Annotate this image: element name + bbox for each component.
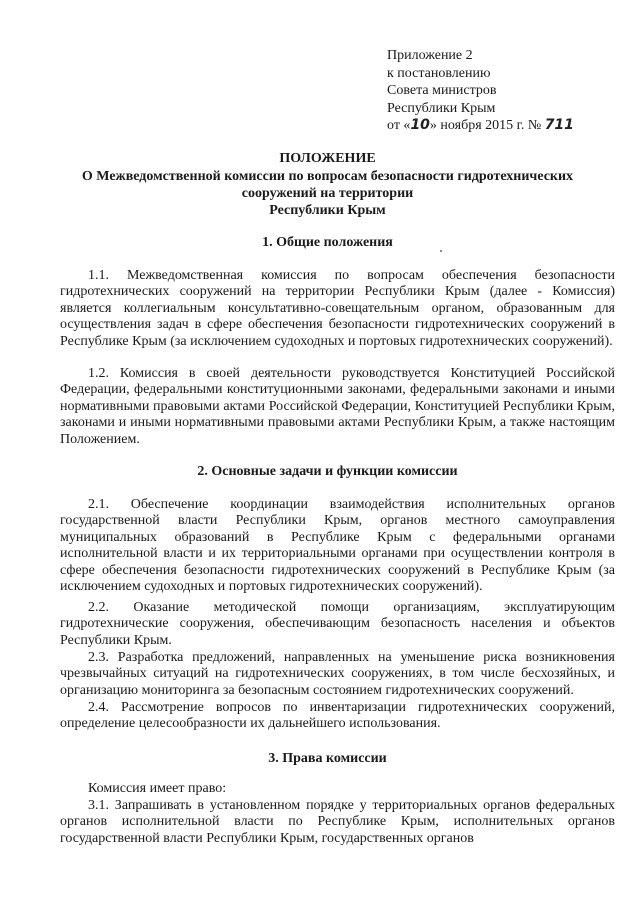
appendix-block — [387, 47, 574, 135]
title-line-3: Республики Крым — [269, 203, 386, 218]
paragraph-3-1: 3.1. Запрашивать в установленном порядке у территориальных органов федеральных органов исполнительной власти по Республике Крым, исполнительных органов государственной власти Республики Крым, государственных органов — [60, 798, 615, 846]
appendix-line-4: Республики Крым — [387, 100, 496, 116]
paragraph-2-1: 2.1. Обеспечение координации взаимодействия исполнительных органов государственной власти Республики Крым, органов местного самоуправления муниципальных образований в Республике Крым с федеральными органами исполнительной власти и их территориальными органами при осуществлении контроля в сфере обеспечения безопасности гидротехнических сооружений в Республике Крым (за исключением судоходных и портовых гидротехнических сооружений). — [60, 497, 615, 595]
date-month-tail: ября 2015 г. № — [454, 118, 542, 133]
paragraph-1-1: 1.1. Межведомственная комиссия по вопросам обеспечения безопасности гидротехнических сооружений на территории Республики Крым (далее - Комиссия) является коллегиальным консультативно-совещательным органом, образованным для осуществления задач в сфере обеспечения безопасности гидротехнических сооружений в Республике Крым (за исключением судоходных и портовых гидротехнических сооружений). — [60, 268, 615, 349]
date-quote-close: » но — [429, 118, 455, 133]
section-3-heading: 3. Права комиссии — [268, 751, 387, 766]
appendix-date-line — [387, 117, 574, 135]
date-prefix: от « — [387, 118, 411, 133]
paragraph-2-3: 2.3. Разработка предложений, направленных на уменьшение риска возникновения чрезвычайных ситуаций на гидротехнических сооружениях, в том числе бесхозяйных, и организацию мониторинга за безопасным состоянием гидротехнических сооружений. — [60, 650, 615, 698]
paragraph-1-2: 1.2. Комиссия в своей деятельности руководствуется Конституцией Российской Федерации, федеральными конституционными законами, федеральными законами и иными нормативными правовыми актами Российской Федерации, Конституцией Республики Крым, законами и иными нормативными правовыми актами Республики Крым, а также настоящим Положением. — [60, 366, 615, 447]
appendix-line-2: к постановлению — [387, 65, 491, 81]
paragraph-2-2: 2.2. Оказание методической помощи организациям, эксплуатирующим гидротехнические сооружения, обеспечивающим безопасность населения и объектов Республики Крым. — [60, 600, 615, 648]
rights-intro: Комиссия имеет право: — [88, 781, 227, 796]
section-1-heading: 1. Общие положения — [262, 235, 393, 250]
handwritten-number: 711 — [544, 117, 574, 133]
handwritten-day: 10 — [410, 117, 430, 133]
paragraph-2-4: 2.4. Рассмотрение вопросов по инвентаризации гидротехнических сооружений, определение целесообразности их дальнейшего использования. — [60, 700, 615, 732]
appendix-line-3: Совета министров — [387, 83, 497, 98]
title-line-1: О Межведомственной комиссии по вопросам безопасности гидротехнических — [81, 169, 574, 184]
appendix-line-1: Приложение 2 — [387, 48, 473, 63]
document-title: ПОЛОЖЕНИЕ — [279, 151, 376, 166]
title-line-2: сооружений на территории — [241, 186, 414, 201]
scan-speck — [440, 250, 442, 252]
section-2-heading: 2. Основные задачи и функции комиссии — [197, 464, 458, 479]
